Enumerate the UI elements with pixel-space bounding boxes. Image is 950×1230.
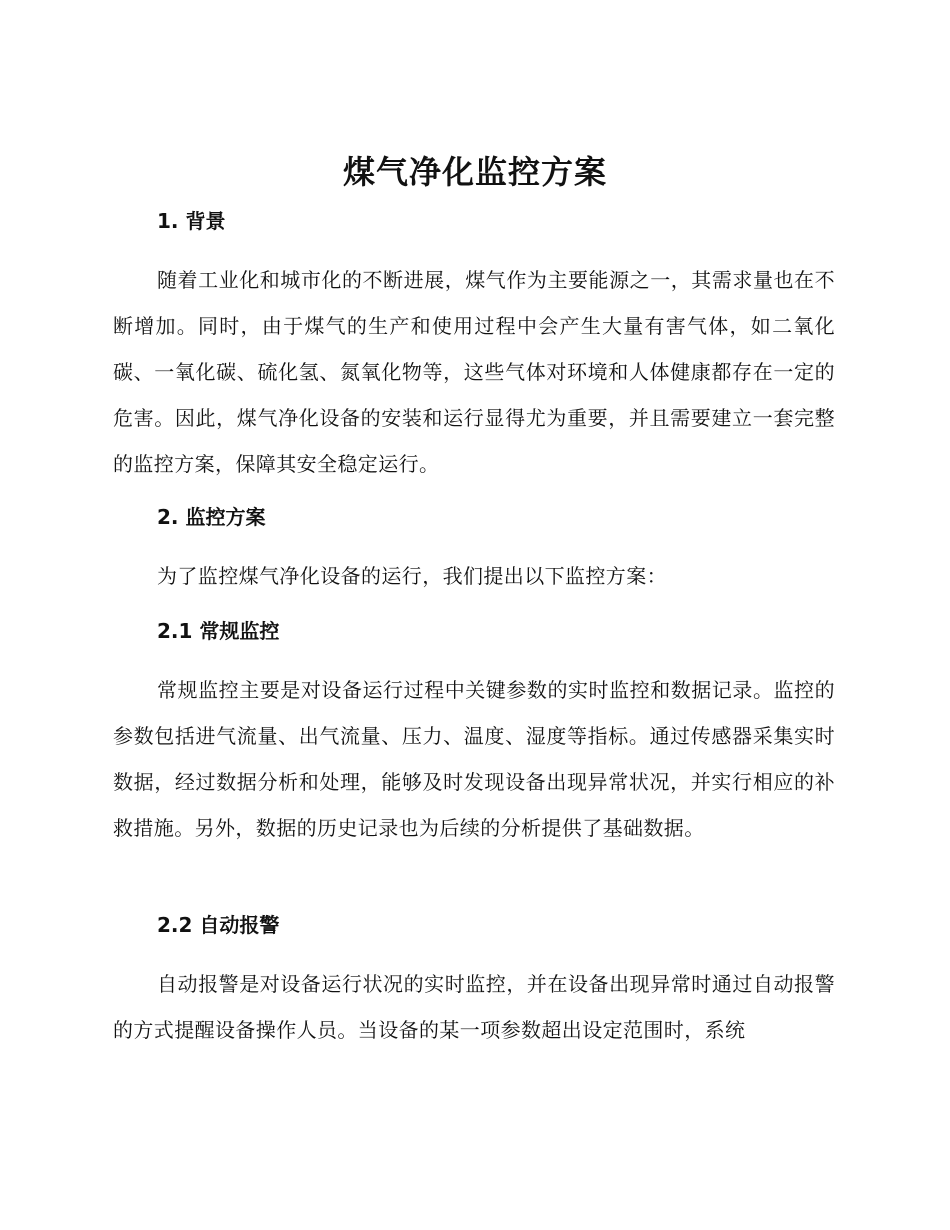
section-paragraph-routine-monitoring: 常规监控主要是对设备运行过程中关键参数的实时监控和数据记录。监控的参数包括进气流量、出气流量、压力、温度、湿度等指标。通过传感器采集实时数据，经过数据分析和处理，能够及时发现设备出现异常状况，并实行相应的补救措施。另外，数据的历史记录也为后续的分析提供了基础数据。: [113, 678, 835, 840]
section-heading-monitoring-plan: 2. 监控方案: [157, 505, 266, 529]
document-title: 煤气净化监控方案: [342, 153, 607, 191]
section-paragraph-monitoring-plan: 为了监控煤气净化设备的运行，我们提出以下监控方案：: [157, 564, 667, 588]
section-paragraph-background: 随着工业化和城市化的不断进展，煤气作为主要能源之一，其需求量也在不断增加。同时，由于煤气的生产和使用过程中会产生大量有害气体，如二氧化碳、一氧化碳、硫化氢、氮氧化物等，这些气体对环境和人体健康都存在一定的危害。因此，煤气净化设备的安装和运行显得尤为重要，并且需要建立一套完整的监控方案，保障其安全稳定运行。: [113, 268, 835, 476]
section-paragraph-auto-alarm: 自动报警是对设备运行状况的实时监控，并在设备出现异常时通过自动报警的方式提醒设备操作人员。当设备的某一项参数超出设定范围时，系统: [113, 972, 835, 1042]
section-heading-auto-alarm: 2.2 自动报警: [157, 913, 280, 937]
section-heading-background: 1. 背景: [157, 209, 226, 233]
section-heading-routine-monitoring: 2.1 常规监控: [157, 619, 280, 643]
